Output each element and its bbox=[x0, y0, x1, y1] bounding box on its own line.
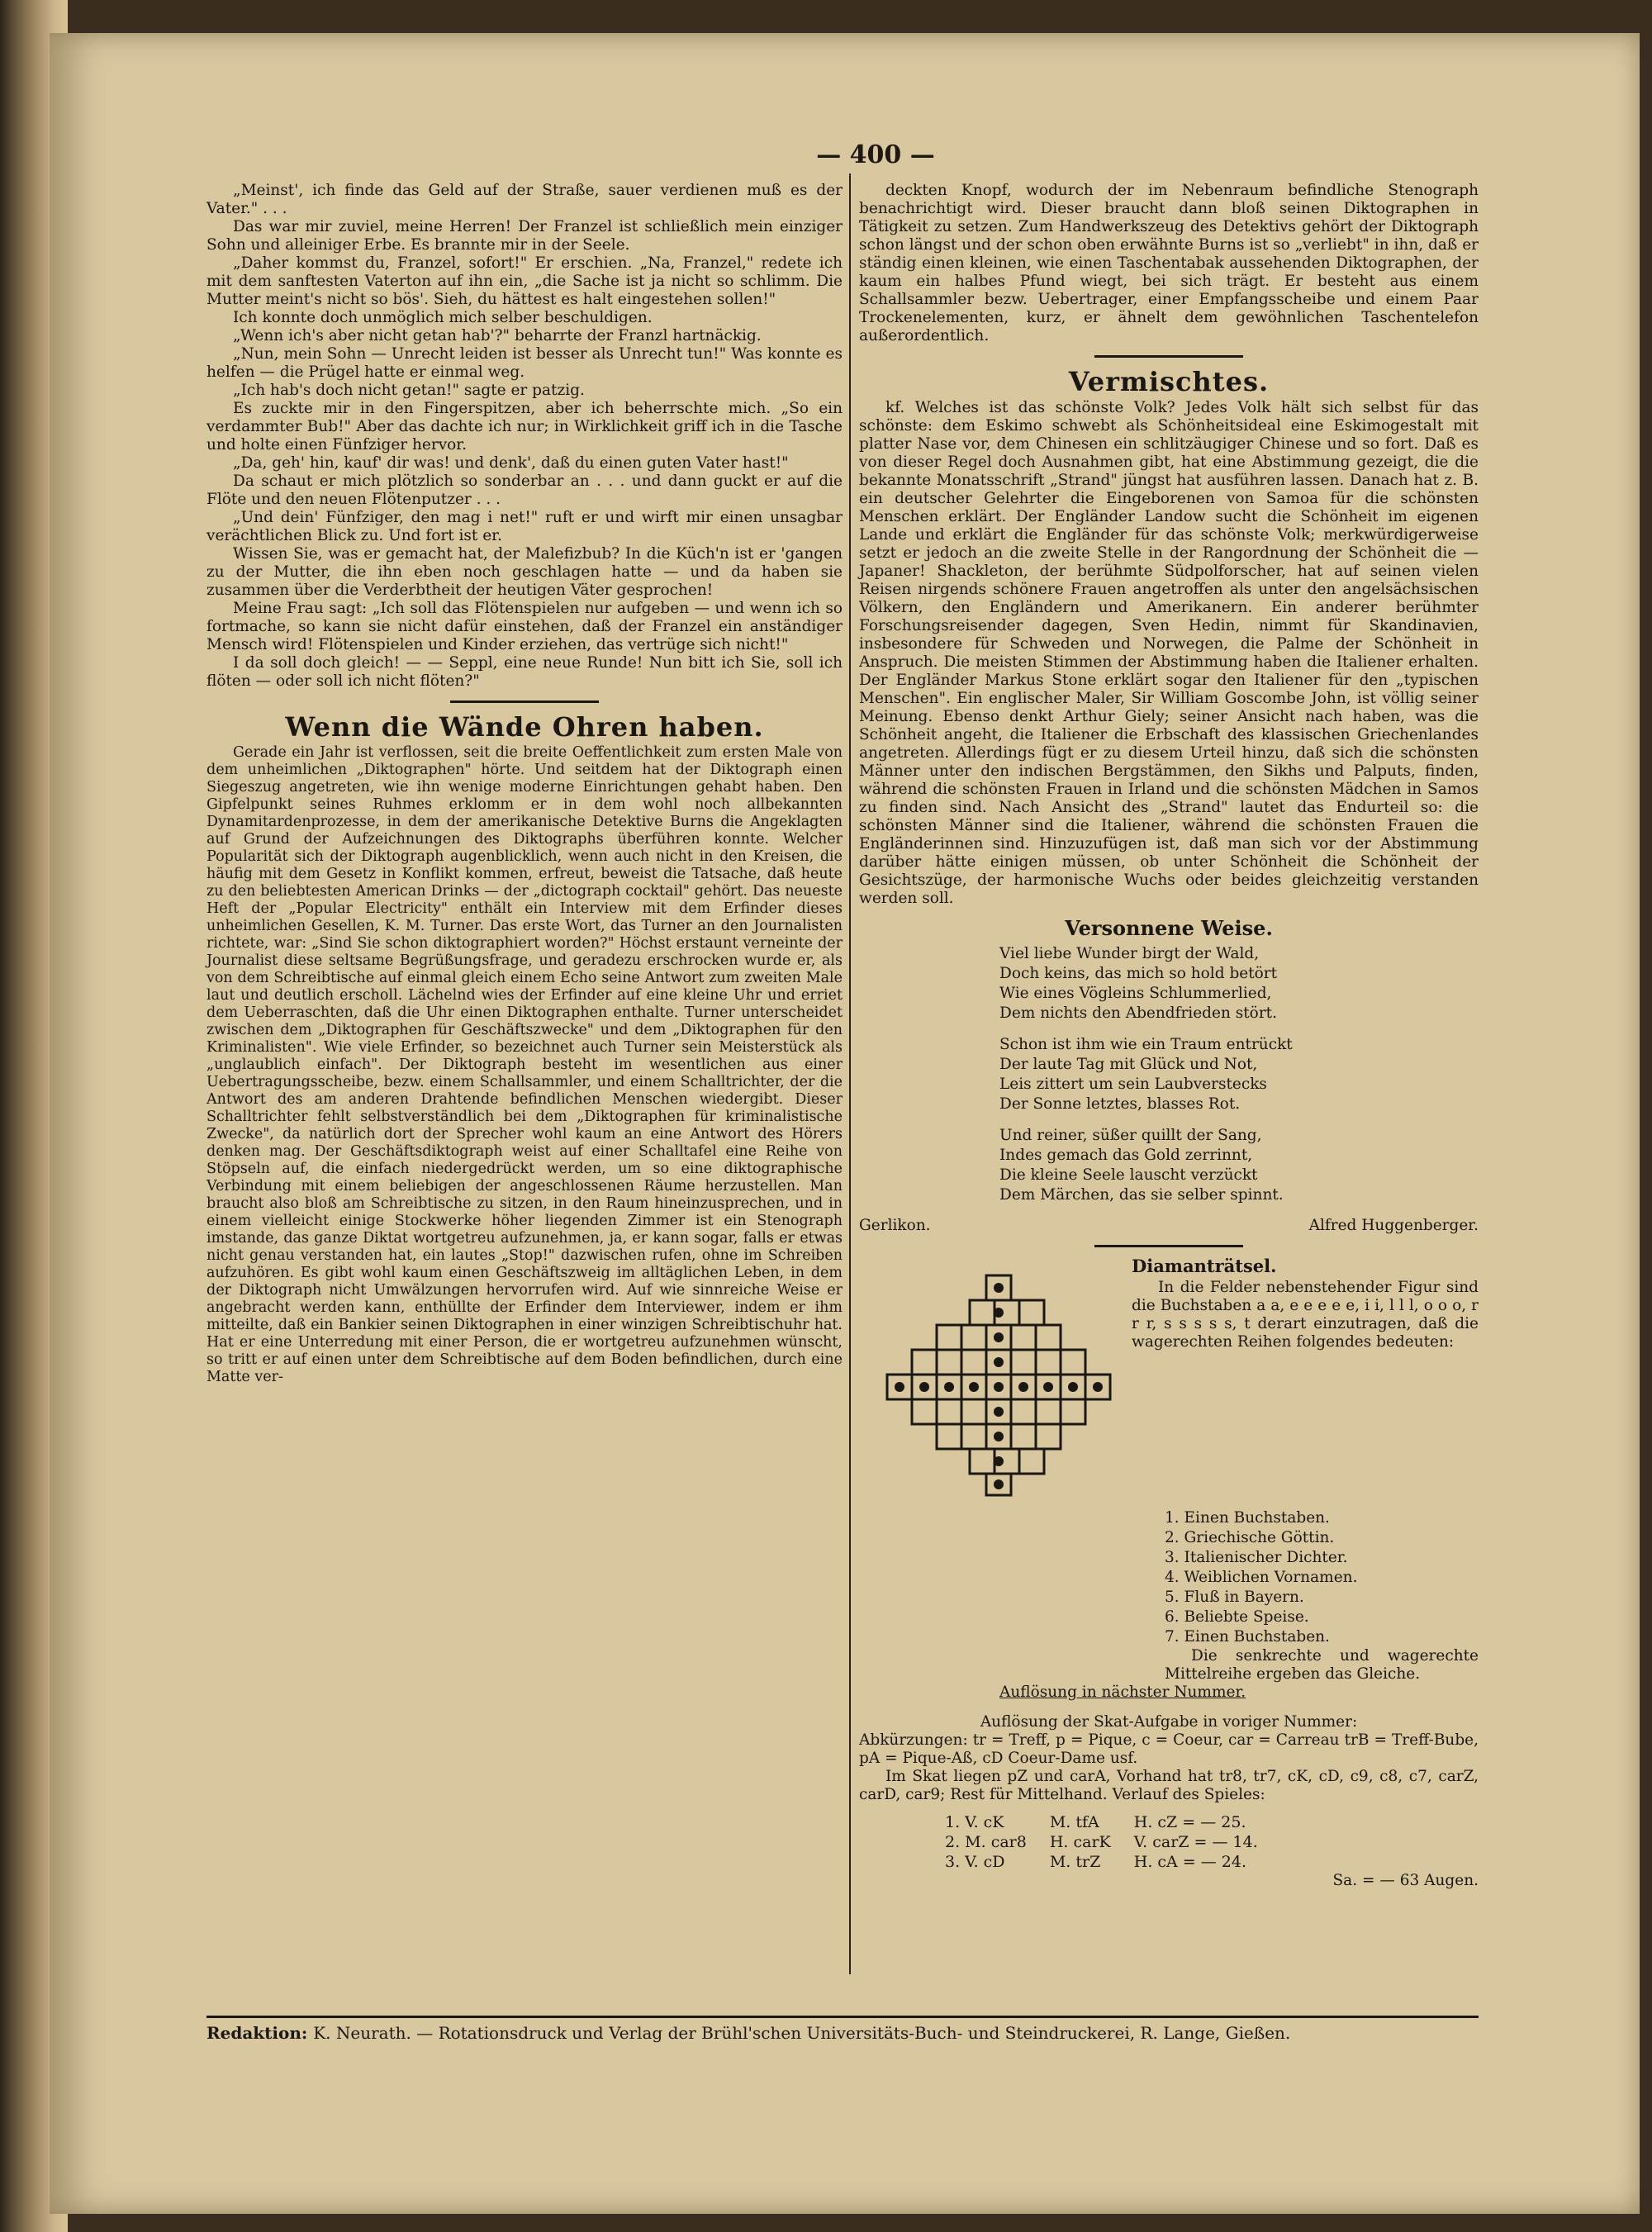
poem-place: Gerlikon. bbox=[859, 1217, 931, 1234]
puzzle-block bbox=[859, 1257, 1479, 1505]
story-paragraph: Es zuckte mir in den Fingerspitzen, aber ich beherrschte mich. „So ein verdammter Bub!" Aber das dachte ich nur; in Wirklichkeit griff ich in die Tasche und holte einen Fünfziger hervor. bbox=[206, 400, 843, 454]
story-paragraph: „Da, geh' hin, kauf' dir was! und denk', daß du einen guten Vater hast!" bbox=[233, 454, 789, 472]
skat-text: Im Skat liegen pZ und carA, Vorhand hat tr8, tr7, cK, cD, c9, c8, c7, carZ, carD, car9; Rest für Mittelhand. Verlauf des Spieles: bbox=[859, 1768, 1479, 1803]
poem-line: Viel liebe Wunder birgt der Wald, bbox=[999, 945, 1260, 962]
puzzle-intro: In die Felder nebenstehender Figur sind die Buchstaben a a, e e e e e, i i, l l l, o o o, r r r, s s s s s, t derart einzutragen, daß die wagerechten Reihen folgendes bedeuten: bbox=[1132, 1279, 1479, 1351]
poem-line: Dem nichts den Abendfrieden stört. bbox=[999, 1004, 1277, 1022]
skat-row bbox=[933, 1812, 1270, 1832]
skat-title: Auflösung der Skat-Aufgabe in voriger Nummer: bbox=[980, 1713, 1358, 1731]
column-divider bbox=[849, 173, 851, 1974]
imprint-text: K. Neurath. — Rotationsdruck und Verlag der Brühl'schen Universitäts-Buch- und Steindruckerei, R. Lange, Gießen. bbox=[313, 2023, 1291, 2043]
clue: 5. Fluß in Bayern. bbox=[1165, 1589, 1304, 1606]
story-paragraph: Da schaut er mich plötzlich so sonderbar an . . . und dann guckt er auf die Flöte und den neuen Flötenputzer . . . bbox=[206, 473, 843, 508]
skat-total: Sa. = — 63 Augen. bbox=[1332, 1872, 1479, 1889]
skat-cell: 2. M. car8 bbox=[945, 1833, 1027, 1851]
poem-stanza bbox=[999, 1035, 1479, 1114]
story-paragraph: „Nun, mein Sohn — Unrecht leiden ist besser als Unrecht tun!" Was konnte es helfen — die Prügel hatte er einmal weg. bbox=[206, 345, 843, 381]
skat-table bbox=[933, 1812, 1270, 1872]
poem-line: Dem Märchen, das sie selber spinnt. bbox=[999, 1186, 1284, 1204]
left-column bbox=[206, 182, 843, 1386]
skat-cell: V. carZ = — 14. bbox=[1133, 1833, 1258, 1851]
imprint-footer bbox=[206, 2016, 1479, 2043]
imprint-label: Redaktion: bbox=[206, 2023, 308, 2043]
clue: 1. Einen Buchstaben. bbox=[1165, 1509, 1330, 1527]
skat-cell: H. cA = — 24. bbox=[1133, 1853, 1247, 1871]
skat-cell: M. tfA bbox=[1049, 1813, 1099, 1831]
poem-footer bbox=[859, 1217, 1479, 1235]
skat-row bbox=[933, 1832, 1270, 1852]
poem-line: Der Sonne letztes, blasses Rot. bbox=[999, 1095, 1241, 1113]
story-paragraph: Meine Frau sagt: „Ich soll das Flötenspielen nur aufgeben — und wenn ich so fortmache, so kann sie nicht dafür einstehen, daß der Franzel ein anständiger Mensch wird! Flötenspielen und Kinder erziehen, das vertrüge sich nicht!" bbox=[206, 600, 843, 653]
poem-author: Alfred Huggenberger. bbox=[1308, 1217, 1479, 1234]
story-paragraph: „Meinst', ich finde das Geld auf der Straße, sauer verdienen muß es der Vater." . . . bbox=[206, 182, 843, 217]
story-paragraph: „Daher kommst du, Franzel, sofort!" Er erschien. „Na, Franzel," redete ich mit dem sanftesten Vaterton auf ihn ein, „die Sache ist ja nicht so schlimm. Die Mutter meint's nicht so bös'. Sieh, du hättest es halt eingestehen sollen!" bbox=[206, 254, 843, 308]
poem-line: Leis zittert um sein Laubverstecks bbox=[999, 1076, 1267, 1093]
puzzle-outro: Die senkrechte und wagerechte Mittelreihe ergeben das Gleiche. bbox=[1165, 1647, 1479, 1683]
skat-cell: H. carK bbox=[1049, 1833, 1111, 1851]
puzzle-clues bbox=[1165, 1508, 1479, 1647]
section-rule bbox=[1094, 1245, 1243, 1247]
skat-abbreviations: Abkürzungen: tr = Treff, p = Pique, c = Coeur, car = Carreau trB = Treff-Bube, pA = Pique-Aß, cD Coeur-Dame usf. bbox=[859, 1731, 1479, 1767]
poem-line: Doch keins, das mich so hold betört bbox=[999, 965, 1278, 982]
story-continuation bbox=[206, 182, 843, 691]
story-paragraph: „Ich hab's doch nicht getan!" sagte er patzig. bbox=[233, 382, 585, 399]
clue: 6. Beliebte Speise. bbox=[1165, 1608, 1309, 1626]
story-paragraph: Wissen Sie, was er gemacht hat, der Malefizbub? In die Küch'n ist er 'gangen zu der Mutter, die ihn eben noch geschlagen hatte — und da haben sie zusammen über die Verderbtheit der heutigen Väter gesprochen! bbox=[206, 545, 843, 599]
article-title: Wenn die Wände Ohren haben. bbox=[285, 711, 764, 743]
poem-line: Indes gemach das Gold zerrinnt, bbox=[999, 1147, 1253, 1164]
right-column bbox=[859, 182, 1479, 1890]
skat-cell: 3. V. cD bbox=[945, 1853, 1005, 1871]
skat-cell: H. cZ = — 25. bbox=[1133, 1813, 1246, 1831]
clue: 3. Italienischer Dichter. bbox=[1165, 1549, 1348, 1566]
story-paragraph: Das war mir zuviel, meine Herren! Der Franzel ist schließlich mein einziger Sohn und alleiniger Erbe. Es brannte mir in der Seele. bbox=[206, 218, 843, 254]
poem bbox=[999, 944, 1479, 1205]
section-rule bbox=[450, 700, 599, 703]
poem-title: Versonnene Weise. bbox=[1065, 916, 1273, 940]
story-paragraph: I da soll doch gleich! — — Seppl, eine neue Runde! Nun bitt ich Sie, soll ich flöten — oder soll ich nicht flöten?" bbox=[206, 654, 843, 690]
clue: 7. Einen Buchstaben. bbox=[1165, 1628, 1330, 1646]
vermischtes-body: kf. Welches ist das schönste Volk? Jedes Volk hält sich selbst für das schönste: dem Eskimo schwebt als Schönheitsideal eine Eskimogestalt mit platter Nase vor, dem Chinesen ein schlitzäugiger Chinese und so fort. Daß es von dieser Regel doch Ausnahmen gibt, hat eine Abstimmung gezeigt, die die bekannte Monatsschrift „Strand" jüngst hat ausführen lassen. Danach hat z. B. ein deutscher Gelehrter die Eingeborenen von Samoa für die schönsten Menschen erklärt. Der Engländer Landow sucht die Schönheit im eigenen Lande und erklärt die Engländer für das schönste Volk; merkwürdigerweise setzt er jedoch an die zweite Stelle in der Rangordnung der Schönheit die — Japaner! Shackleton, der berühmte Südpolforscher, hat auf seinen vielen Reisen nirgends schönere Frauen angetroffen als unter den angelsächsischen Völkern, den Engländern und Amerikanern. Ein anderer berühmter Forschungsreisender dagegen, Sven Hedin, nimmt für Skandinavien, insbesondere für Schweden und Norwegen, die Palme der Schönheit in Anspruch. Die meisten Stimmen der Abstimmung haben die Italiener erhalten. Der Engländer Markus Stone erklärt sogar den Italiener für den „typischen Menschen". Ein englischer Maler, Sir William Goscombe John, ist völlig seiner Meinung. Ebenso denkt Arthur Giely; seiner Ansicht nach haben, was die Schönheit angeht, die Italiener die Erbschaft des klassischen Griechenlandes angetreten. Allerdings fügt er zu diesem Urteil hinzu, daß sich die schönsten Männer unter den indischen Bergstämmen, den Sikhs und Palputs, finden, während die schönsten Frauen in Irland und die schönsten Mädchen in Samos zu finden sind. Nach Ansicht des „Strand" lautet das Endurteil so: die schönsten Männer sind die Italiener, während die schönsten Frauen die Engländerinnen sind. Hinzuzufügen ist, daß man sich vor der Abstimmung darüber hätte einigen müssen, ob unter Schönheit die Schönheit der Gesichtszüge, der harmonische Wuchs oder beides gleichzeitig verstanden werden soll. bbox=[859, 399, 1479, 907]
article-body: Gerade ein Jahr ist verflossen, seit die breite Oeffentlichkeit zum ersten Male von dem unheimlichen „Diktographen" hörte. Und seitdem hat der Diktograph einen Siegeszug angetreten, wie ihn wenige moderne Einrichtungen gehabt haben. Den Gipfelpunkt seines Ruhmes erklomm er in dem wohl noch allbekannten Dynamitardenprozesse, in dem der amerikanische Detektive Burns die Angeklagten auf Grund der Aufzeichnungen des Diktographs überführen konnte. Welcher Popularität sich der Diktograph augenblicklich, wenn auch nicht in den Kreisen, die häufig mit dem Gesetz in Konflikt kommen, erfreut, beweist die Tatsache, daß heute zu den beliebtesten American Drinks — der „dictograph cocktail" gehört. Das neueste Heft der „Popular Electricity" enthält ein Interview mit dem Erfinder dieses unheimlichen Gesellen, K. M. Turner. Das erste Wort, das Turner an den Journalisten richtete, war: „Sind Sie schon diktographiert worden?" Höchst erstaunt verneinte der Journalist diese seltsame Begrüßungsfrage, und geradezu erschrocken wurde er, als von dem Schreibtische auf einmal gleich einem Echo seine Antwort zum zweiten Male laut und deutlich erscholl. Lächelnd wies der Erfinder auf eine kleine Uhr und erriet dem Ueberraschten, daß die Uhr einen Diktographen enthalte. Turner unterscheidet zwischen dem „Diktographen für Geschäftszwecke" und dem „Diktographen für den Kriminalisten". Wie viele Erfinder, so bezeichnet auch Turner sein Meisterstück als „unglaublich einfach". Der Diktograph besteht im wesentlichen aus einer Uebertragungsscheibe, bezw. einem Schallsammler, und einem Schalltrichter, der die Antwort des am anderen Drahtende befindlichen Menschen wiedergibt. Dieser Schalltrichter fehlt selbstverständlich bei dem „Diktographen für kriminalistische Zwecke", da natürlich dort der Sprecher wohl kaum an eine Antwort des Hörers denken mag. Der Geschäftsdiktograph weist auf einer Schalltafel eine Reihe von Stöpseln auf, die einfach niedergedrückt werden, um so eine diktographische Verbindung mit einem beliebigen der angeschlossenen Räume herzustellen. Man braucht also bloß am Schreibtische zu sitzen, in den Raum hineinzusprechen, und in einem vielleicht einige Stockwerke höher liegenden Zimmer ist ein Stenograph imstande, das ganze Diktat wortgetreu aufzunehmen, ja, er kann sogar, falls er etwas nicht genau verstanden hat, ein lautes „Stop!" dazwischen rufen, ohne im Schreiben aufzuhören. Es gibt wohl kaum einen Geschäftszweig im alltäglichen Leben, in dem der Diktograph nicht Umwälzungen hervorrufen wird. Auf wie sinnreiche Weise er angebracht werden kann, enthüllte der Erfinder dem Interviewer, indem er ihm mitteilte, daß ein Bankier seinen Diktographen in einer winzigen Schreibtischuhr hat. Hat er eine Unterredung mit einer Person, die er wortgetreu aufzunehmen wünscht, so tritt er auf einen unter dem Schreibtische auf dem Boden befindlichen, durch eine Matte ver- bbox=[206, 744, 843, 1385]
page-number: — 400 — bbox=[816, 140, 935, 169]
puzzle-solution-note: Auflösung in nächster Nummer. bbox=[999, 1683, 1246, 1701]
poem-line: Schon ist ihm wie ein Traum entrückt bbox=[999, 1036, 1293, 1053]
puzzle-title: Diamanträtsel. bbox=[1132, 1256, 1277, 1276]
story-paragraph: „Wenn ich's aber nicht getan hab'?" beharrte der Franzl hartnäckig. bbox=[233, 327, 762, 344]
clue: 2. Griechische Göttin. bbox=[1165, 1529, 1335, 1546]
skat-cell: M. trZ bbox=[1049, 1853, 1101, 1871]
vermischtes-title: Vermischtes. bbox=[1068, 366, 1270, 397]
story-paragraph: Ich konnte doch unmöglich mich selber beschuldigen. bbox=[233, 309, 653, 326]
skat-cell: 1. V. cK bbox=[945, 1813, 1004, 1831]
skat-row bbox=[933, 1852, 1270, 1872]
poem-stanza bbox=[999, 944, 1479, 1023]
poem-line: Wie eines Vögleins Schlummerlied, bbox=[999, 985, 1272, 1002]
poem-line: Und reiner, süßer quillt der Sang, bbox=[999, 1127, 1262, 1144]
puzzle-text bbox=[1132, 1257, 1479, 1351]
clue: 4. Weiblichen Vornamen. bbox=[1165, 1569, 1358, 1586]
diamond-puzzle-grid bbox=[884, 1274, 1115, 1497]
poem-line: Die kleine Seele lauscht verzückt bbox=[999, 1166, 1258, 1184]
story-paragraph: „Und dein' Fünfziger, den mag i net!" ruft er und wirft mir einen unsagbar verächtlichen Blick zu. Und fort ist er. bbox=[206, 509, 843, 544]
article-continuation: deckten Knopf, wodurch der im Nebenraum befindliche Stenograph benachrichtigt wird. Dieser braucht dann bloß seinen Diktographen in Tätigkeit zu setzen. Zum Handwerkszeug des Detektivs gehört der Diktograph schon längst und der schon oben erwähnte Burns ist so „verliebt" in ihn, daß er ständig einen kleinen, wie einen Taschentabak aussehenden Diktographen, der kaum ein halbes Pfund wiegt, bei sich trägt. Er besteht aus einem Schallsammler bezw. Uebertrager, einer Empfangsscheibe und einem Paar Trockenelementen, kurz, er ähnelt dem gewöhnlichen Taschentelefon außerordentlich. bbox=[859, 182, 1479, 344]
poem-stanza bbox=[999, 1126, 1479, 1205]
poem-line: Der laute Tag mit Glück und Not, bbox=[999, 1056, 1258, 1073]
section-rule bbox=[1094, 355, 1243, 358]
